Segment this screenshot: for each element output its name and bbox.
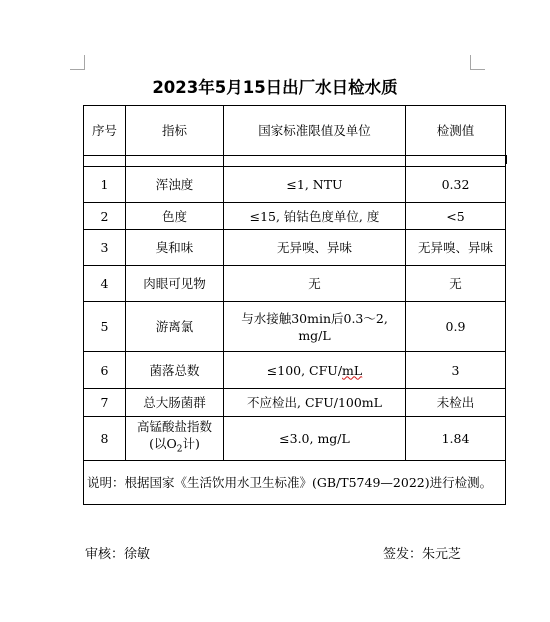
row-value: 无异嗅、异味: [406, 230, 506, 266]
header-number: 序号: [84, 106, 126, 156]
row-number: 2: [84, 203, 126, 230]
table-row: [84, 266, 506, 302]
issuer-signature: 签发：朱元芝: [383, 547, 462, 562]
row-standard: 无异嗅、异味: [224, 230, 406, 266]
table-row: [84, 389, 506, 417]
row-value: 3: [406, 352, 506, 389]
row-indicator-main: 高锰酸盐指数: [136, 419, 212, 435]
header-value: 检测值: [406, 106, 506, 156]
row-standard: 与水接触30min后0.3～2, mg/L: [224, 302, 406, 352]
text-cursor: [505, 155, 507, 164]
table-row: [84, 302, 506, 352]
table-header-row: [84, 106, 506, 156]
page-corner-mark-top-right: [470, 55, 485, 70]
row-indicator: 色度: [126, 203, 224, 230]
row-value: 0.32: [406, 167, 506, 203]
row-value: 未检出: [406, 389, 506, 417]
row-number: 5: [84, 302, 126, 352]
row-number: 3: [84, 230, 126, 266]
row-indicator: 浑浊度: [126, 167, 224, 203]
water-quality-table: [83, 105, 506, 505]
reviewer-signature: 审核：徐敏: [85, 547, 151, 562]
row-value: 无: [406, 266, 506, 302]
page-corner-mark-top-left: [70, 55, 85, 70]
row-value: 1.84: [406, 417, 506, 461]
table-note: 说明：根据国家《生活饮用水卫生标准》(GB/T5749—2022)进行检测。: [84, 461, 506, 505]
row-indicator: 肉眼可见物: [126, 266, 224, 302]
table-row: [84, 417, 506, 461]
row-indicator: 菌落总数: [126, 352, 224, 389]
row-standard: ≤3.0, mg/L: [224, 417, 406, 461]
row-standard: 无: [224, 266, 406, 302]
row-number: 6: [84, 352, 126, 389]
row-standard: ≤1, NTU: [224, 167, 406, 203]
table-row: [84, 203, 506, 230]
table-row: [84, 352, 506, 389]
table-spacer-row: [84, 156, 506, 167]
table-row: [84, 167, 506, 203]
row-standard-prefix: ≤100, CFU/: [266, 362, 343, 378]
table-note-row: [84, 461, 506, 505]
row-number: 8: [84, 417, 126, 461]
document-title: 2023年5月15日出厂水日检水质: [152, 78, 398, 97]
row-value: 0.9: [406, 302, 506, 352]
row-value: <5: [406, 203, 506, 230]
row-indicator-sub: (以$O_2$计): [149, 436, 200, 455]
row-standard: 不应检出, CFU/100mL: [224, 389, 406, 417]
row-standard: [224, 352, 406, 389]
row-number: 4: [84, 266, 126, 302]
row-standard: ≤15, 铂钴色度单位, 度: [224, 203, 406, 230]
header-indicator: 指标: [126, 106, 224, 156]
row-indicator: 臭和味: [126, 230, 224, 266]
spellcheck-flagged-unit: mL: [342, 362, 363, 378]
row-number: 1: [84, 167, 126, 203]
table-row: [84, 230, 506, 266]
row-indicator: 游离氯: [126, 302, 224, 352]
row-indicator: 总大肠菌群: [126, 389, 224, 417]
header-standard: 国家标准限值及单位: [224, 106, 406, 156]
row-indicator: [126, 417, 224, 461]
row-number: 7: [84, 389, 126, 417]
